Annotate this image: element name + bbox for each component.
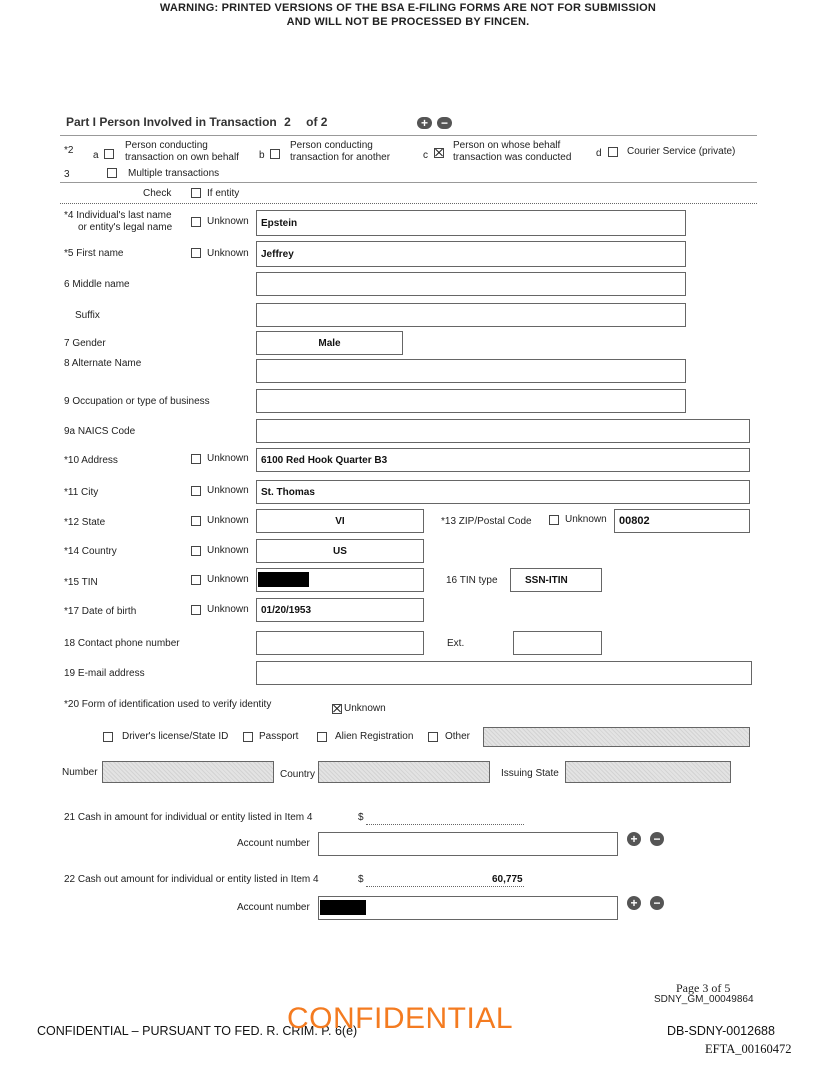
divider (60, 203, 757, 204)
dob-value: 01/20/1953 (261, 604, 312, 616)
alternate-name-field[interactable] (256, 359, 686, 383)
f10-unknown-label: Unknown (207, 453, 249, 464)
f10-unknown-checkbox[interactable] (191, 454, 201, 464)
part-of: of (306, 115, 318, 129)
country-value: US (333, 545, 347, 557)
confidential-stamp: CONFIDENTIAL (287, 1002, 514, 1035)
f4-unknown-checkbox[interactable] (191, 217, 201, 227)
part-title (66, 115, 327, 129)
gender-field[interactable] (256, 331, 403, 355)
occupation-field[interactable] (256, 389, 686, 413)
divider (60, 135, 757, 136)
f5-label: *5 First name (64, 248, 124, 259)
item2-c-letter: c (423, 150, 428, 161)
ext-field[interactable] (513, 631, 602, 655)
item3-label: Multiple transactions (128, 168, 220, 179)
zip-value: 00802 (619, 515, 650, 527)
f4-label-line2: or entity's legal name (78, 222, 173, 233)
f8-label: 8 Alternate Name (64, 358, 142, 369)
address-value: 6100 Red Hook Quarter B3 (261, 454, 388, 466)
part-title-text: Part I Person Involved in Transaction (66, 115, 277, 129)
state-value: VI (335, 515, 345, 527)
dob-field[interactable] (256, 598, 424, 622)
part-total: 2 (320, 115, 328, 129)
first-name-field[interactable] (256, 241, 686, 267)
f14-label: *14 Country (64, 546, 117, 557)
f14-unknown-checkbox[interactable] (191, 546, 201, 556)
add-icon[interactable]: + (417, 117, 432, 129)
id-number-field[interactable] (102, 761, 274, 783)
other-field[interactable] (483, 727, 750, 747)
entity-checkbox[interactable] (191, 188, 201, 198)
item22-dollar: $ (358, 874, 364, 885)
passport-label: Passport (259, 731, 299, 742)
f15-unknown-checkbox[interactable] (191, 575, 201, 585)
state-field[interactable] (256, 509, 424, 533)
tin-redaction (258, 572, 309, 587)
item3-checkbox[interactable] (107, 168, 117, 178)
f4-label-line1: *4 Individual's last name (64, 210, 172, 221)
f17-label: *17 Date of birth (64, 606, 137, 617)
f6-label: 6 Middle name (64, 279, 130, 290)
f12-unknown-label: Unknown (207, 515, 249, 526)
remove-icon[interactable]: − (650, 832, 664, 846)
f11-unknown-checkbox[interactable] (191, 486, 201, 496)
id-number-label: Number (62, 767, 98, 778)
city-field[interactable] (256, 480, 750, 504)
item2-num: *2 (64, 145, 74, 156)
f9-label: 9 Occupation or type of business (64, 396, 210, 407)
item2-a-line2: transaction on own behalf (125, 152, 239, 163)
issuing-state-field[interactable] (565, 761, 731, 783)
f18-label: 18 Contact phone number (64, 638, 180, 649)
ext-label: Ext. (447, 638, 465, 649)
cash-out-amount-line[interactable] (366, 886, 524, 887)
other-checkbox[interactable] (428, 732, 438, 742)
naics-field[interactable] (256, 419, 750, 443)
f16-label: 16 TIN type (446, 575, 498, 586)
issuing-state-label: Issuing State (501, 768, 559, 779)
item2-d-checkbox[interactable] (608, 147, 618, 157)
item2-a-checkbox[interactable] (104, 149, 114, 159)
f15-label: *15 TIN (64, 577, 98, 588)
divider (60, 182, 757, 183)
item2-b-line2: transaction for another (290, 152, 391, 163)
f11-label: *11 City (64, 487, 99, 498)
id-country-field[interactable] (318, 761, 490, 783)
suffix-label: Suffix (75, 310, 100, 321)
item22-label: 22 Cash out amount for individual or entity listed in Item 4 (64, 874, 319, 885)
check-label: Check (143, 188, 172, 199)
item2-d-label: Courier Service (private) (627, 146, 736, 157)
item2-c-line2: transaction was conducted (453, 152, 572, 163)
account-redaction (320, 900, 366, 915)
add-icon[interactable]: + (627, 832, 641, 846)
f13-unknown-checkbox[interactable] (549, 515, 559, 525)
alien-checkbox[interactable] (317, 732, 327, 742)
item2-a-letter: a (93, 150, 99, 161)
cash-in-amount-line[interactable] (366, 824, 524, 825)
f11-unknown-label: Unknown (207, 485, 249, 496)
country-field[interactable] (256, 539, 424, 563)
item22-account-label: Account number (237, 902, 310, 913)
item20-unknown-label: Unknown (344, 703, 386, 714)
city-value: St. Thomas (261, 486, 315, 498)
phone-field[interactable] (256, 631, 424, 655)
remove-icon[interactable]: − (650, 896, 664, 910)
suffix-field[interactable] (256, 303, 686, 327)
warning-line-2: AND WILL NOT BE PROCESSED BY FINCEN. (286, 16, 530, 28)
gender-value: Male (318, 337, 341, 349)
item20-label: *20 Form of identification used to verify identity (64, 699, 272, 710)
bates-efta: EFTA_00160472 (705, 1042, 792, 1056)
item3-num: 3 (64, 169, 70, 180)
item2-a-line1: Person conducting (125, 140, 208, 151)
item21-dollar: $ (358, 812, 364, 823)
remove-icon[interactable]: − (437, 117, 452, 129)
f12-label: *12 State (64, 517, 106, 528)
item2-c-line1: Person on whose behalf (453, 140, 561, 151)
part-current: 2 (284, 115, 291, 129)
page-number: Page 3 of 5 (676, 981, 731, 995)
f13-label: *13 ZIP/Postal Code (441, 516, 532, 527)
item21-account-label: Account number (237, 838, 310, 849)
last-name-field[interactable] (256, 210, 686, 236)
address-field[interactable] (256, 448, 750, 472)
last-name-value: Epstein (261, 217, 298, 229)
zip-field[interactable] (614, 509, 750, 533)
f5-unknown-checkbox[interactable] (191, 248, 201, 258)
item2-d-letter: d (596, 148, 602, 159)
dl-label: Driver's license/State ID (122, 731, 229, 742)
item21-label: 21 Cash in amount for individual or entity listed in Item 4 (64, 812, 313, 823)
f5-unknown-label: Unknown (207, 248, 249, 259)
tin-type-value: SSN-ITIN (525, 574, 568, 586)
f17-unknown-label: Unknown (207, 604, 249, 615)
dl-checkbox[interactable] (103, 732, 113, 742)
add-icon[interactable]: + (627, 896, 641, 910)
passport-checkbox[interactable] (243, 732, 253, 742)
f15-unknown-label: Unknown (207, 574, 249, 585)
item2-b-checkbox[interactable] (270, 149, 280, 159)
f17-unknown-checkbox[interactable] (191, 605, 201, 615)
confidential-notice: CONFIDENTIAL – PURSUANT TO FED. R. CRIM. P. 6(e) (37, 1024, 358, 1038)
item2-c-checkbox[interactable] (434, 148, 444, 158)
entity-label: If entity (207, 188, 240, 199)
f13-unknown-label: Unknown (565, 514, 607, 525)
f4-unknown-label: Unknown (207, 216, 249, 227)
f14-unknown-label: Unknown (207, 545, 249, 556)
item20-unknown-checkbox[interactable] (332, 704, 342, 714)
f12-unknown-checkbox[interactable] (191, 516, 201, 526)
cash-out-amount: 60,775 (492, 874, 523, 885)
f9a-label: 9a NAICS Code (64, 426, 136, 437)
other-label: Other (445, 731, 471, 742)
item2-b-letter: b (259, 150, 265, 161)
item2-b-line1: Person conducting (290, 140, 373, 151)
warning-line-1: WARNING: PRINTED VERSIONS OF THE BSA E-FILING FORMS ARE NOT FOR SUBMISSION (159, 2, 657, 14)
f19-label: 19 E-mail address (64, 668, 145, 679)
middle-name-field[interactable] (256, 272, 686, 296)
alien-label: Alien Registration (335, 731, 414, 742)
id-country-label: Country (280, 769, 316, 780)
email-field[interactable] (256, 661, 752, 685)
bates-sdny-gm: SDNY_GM_00049864 (654, 994, 754, 1005)
tin-type-field[interactable] (510, 568, 602, 592)
f7-label: 7 Gender (64, 338, 106, 349)
bates-db-sdny: DB-SDNY-0012688 (667, 1024, 775, 1038)
cash-in-account-field[interactable] (318, 832, 618, 856)
f10-label: *10 Address (64, 455, 118, 466)
first-name-value: Jeffrey (261, 248, 294, 260)
